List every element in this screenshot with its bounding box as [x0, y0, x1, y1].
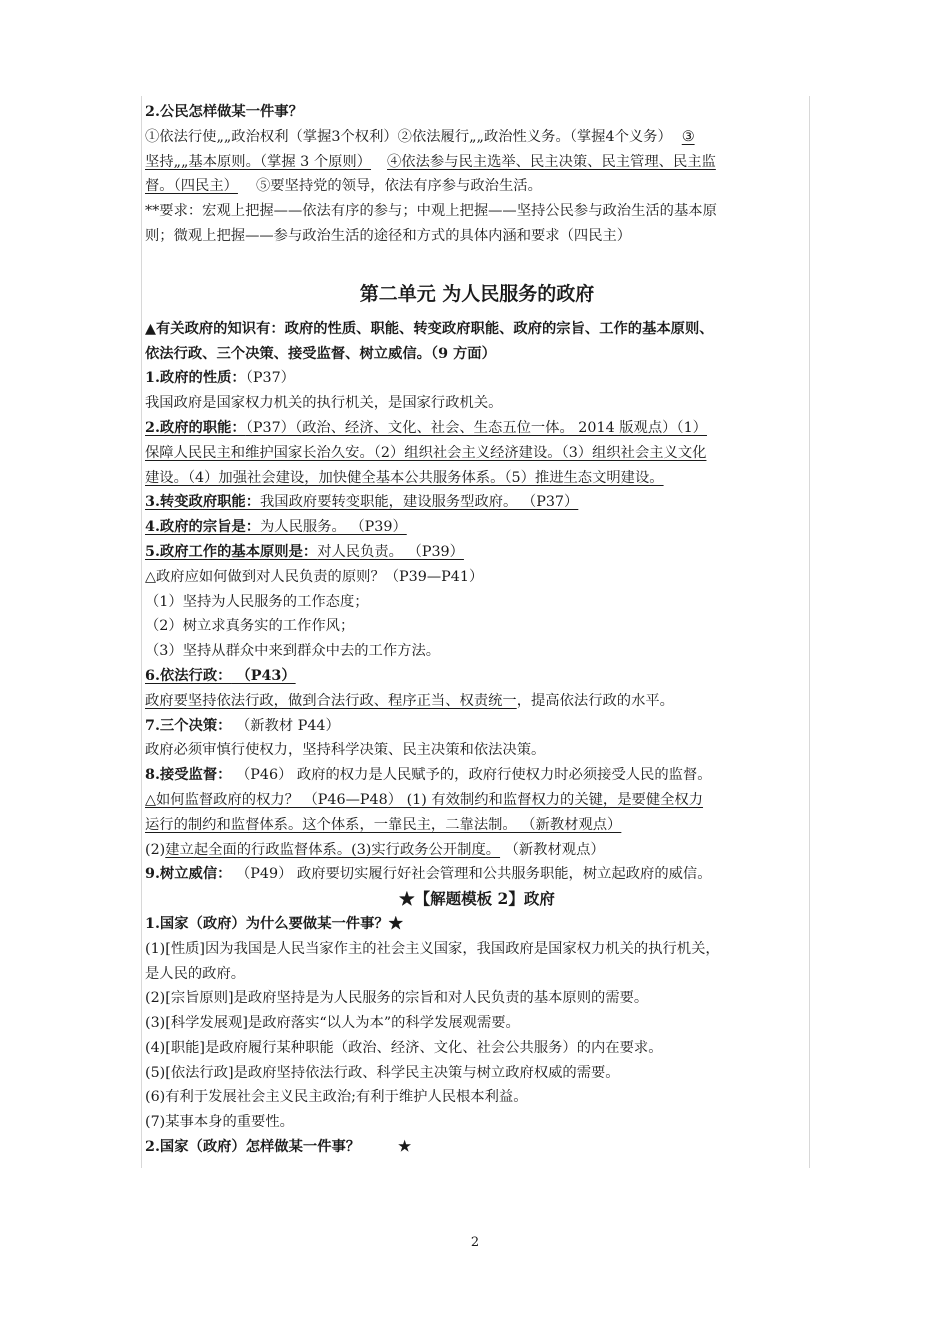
text-line: (7)某事本身的重要性。	[145, 1114, 294, 1131]
text-line: (5)[依法行政]是政府坚持依法行政、科学民主决策与树立政府权威的需要。	[145, 1064, 620, 1081]
text-line: 建设。（4）加强社会建设，加快健全基本公共服务体系。（5）推进生态文明建设。	[145, 469, 664, 486]
text-line: (2)[宗旨原则]是政府坚持是为人民服务的宗旨和对人民负责的基本原则的需要。	[145, 990, 649, 1007]
text-line: 坚持„„基本原则。（掌握 3 个原则） ④依法参与民主选举、民主决策、民主管理、民主监	[145, 153, 716, 170]
text-line: 则；微观上把握——参与政治生活的途径和方式的具体内涵和要求（四民主）	[145, 227, 632, 244]
point-5: 5.政府工作的基本原则是：对人民负责。 （P39）	[145, 543, 464, 560]
point-9: 9.树立威信： （P49） 政府要切实履行好社会管理和公共服务职能，树立起政府的威信。	[145, 866, 712, 883]
text-line: （2）树立求真务实的工作作风；	[145, 618, 355, 635]
text-line: **要求：宏观上把握——依法有序的参与；中观上把握——坚持公民参与政治生活的基本原	[145, 203, 717, 220]
left-margin-line	[141, 96, 142, 1168]
point-8: 8.接受监督： （P46） 政府的权力是人民赋予的，政府行使权力时必须接受人民的监督。	[145, 767, 712, 784]
text-line: (4)[职能]是政府履行某种职能（政治、经济、文化、社会公共服务）的内在要求。	[145, 1039, 663, 1056]
heading-citizen-how: 2.公民怎样做某一件事？	[145, 104, 303, 120]
point-3: 3.转变政府职能：我国政府要转变职能，建设服务型政府。 （P37）	[145, 494, 579, 511]
point-2: 2.政府的职能：（P37）（政治、经济、文化、社会、生态五位一体。 2014 版观点）（1）	[145, 419, 707, 436]
point-4: 4.政府的宗旨是：为人民服务。 （P39）	[145, 519, 407, 536]
text-line: （3）坚持从群众中来到群众中去的工作方法。	[145, 643, 441, 660]
intro-line: 依法行政、三个决策、接受监督、树立威信。（9 方面）	[145, 345, 496, 362]
text-line: (3)[科学发展观]是政府落实“以人为本”的科学发展观需要。	[145, 1015, 520, 1032]
template-question-1: 1.国家（政府）为什么要做某一件事？★	[145, 915, 403, 932]
intro-line: ▲有关政府的知识有：政府的性质、职能、转变政府职能、政府的宗旨、工作的基本原则、	[145, 320, 714, 337]
text-line: 政府要坚持依法行政，做到合法行政、程序正当、权责统一，提高依法行政的水平。	[145, 692, 674, 709]
text-line: 保障人民民主和维护国家长治久安。（2）组织社会主义经济建设。（3）组织社会主义文化	[145, 444, 707, 461]
point-1: 1.政府的性质：（P37）	[145, 370, 295, 387]
text-line: (1)[性质]因为我国是人民当家作主的社会主义国家，我国政府是国家权力机关的执行机关，	[145, 940, 720, 957]
document-body	[145, 100, 809, 1160]
text-line: △政府应如何做到对人民负责的原则？（P39—P41）	[145, 568, 484, 585]
right-margin-line	[809, 96, 810, 1168]
page-number: 2	[470, 1235, 480, 1250]
text-line: 运行的制约和监督体系。这个体系，一靠民主，二靠法制。 （新教材观点）	[145, 816, 622, 833]
text-line: △如何监督政府的权力？ （P46—P48） (1) 有效制约和监督权力的关键，是要健全权力	[145, 791, 704, 808]
template-title: ★【解题模板 2】政府	[399, 889, 555, 909]
point-6: 6.依法行政： （P43）	[145, 667, 296, 684]
text-line: 督。（四民主） ⑤要坚持党的领导，依法有序参与政治生活。	[145, 178, 542, 195]
text-line: 是人民的政府。	[145, 965, 246, 982]
text-line: (2)建立起全面的行政监督体系。(3)实行政务公开制度。 （新教材观点）	[145, 841, 605, 858]
text-line: 政府必须审慎行使权力，坚持科学决策、民主决策和依法决策。	[145, 742, 546, 759]
point-7: 7.三个决策： （新教材 P44）	[145, 717, 340, 734]
text-line: ①依法行使„„政治权利（掌握3个权利）②依法履行„„政治性义务。（掌握4个义务） ③	[145, 128, 695, 145]
text-line: （1）坚持为人民服务的工作态度；	[145, 593, 369, 610]
unit-title: 第二单元 为人民服务的政府	[359, 282, 595, 305]
star-icon: ★	[398, 1139, 411, 1156]
template-question-2: 2.国家（政府）怎样做某一件事？ ★	[145, 1139, 411, 1156]
text-line: (6)有利于发展社会主义民主政治;有利于维护人民根本利益。	[145, 1089, 528, 1106]
text-line: 我国政府是国家权力机关的执行机关，是国家行政机关。	[145, 395, 503, 412]
